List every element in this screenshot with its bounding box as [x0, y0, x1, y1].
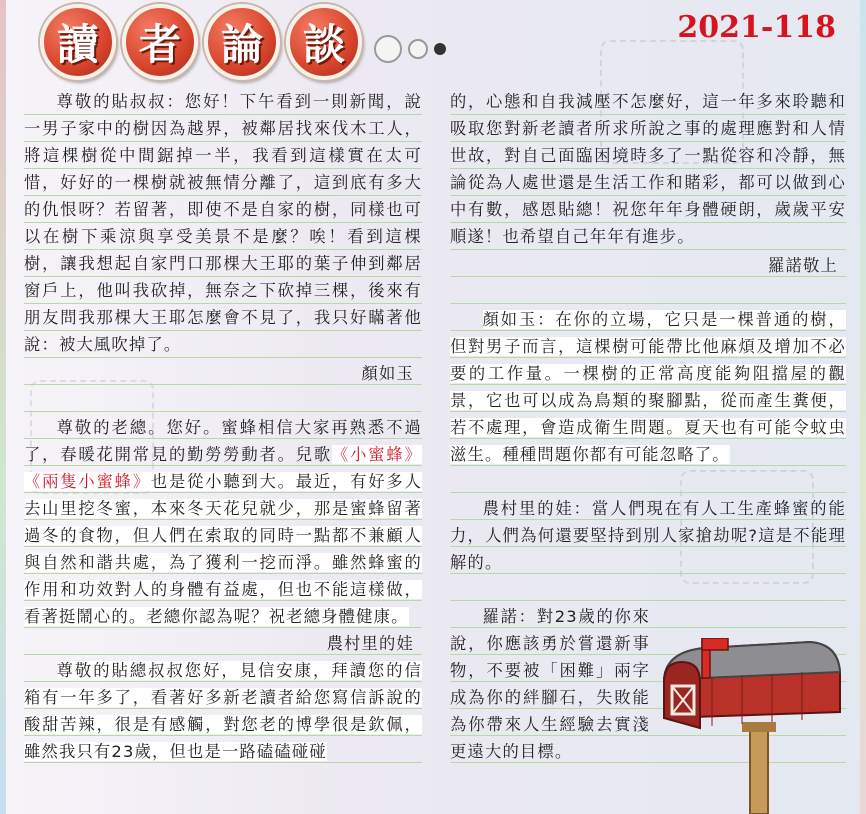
right-border-stripe [860, 0, 866, 814]
decorative-dots [374, 35, 446, 63]
mailbox-illustration [642, 638, 852, 814]
editor-reply [450, 306, 846, 468]
title-char: 讀 [40, 4, 116, 80]
letter-body [24, 657, 422, 765]
letter-signature: 農村里的娃 [326, 634, 414, 653]
title-char: 者 [122, 4, 198, 80]
circle-icon [374, 35, 402, 63]
circle-icon [434, 43, 446, 55]
letter-body: 的，心態和自我減壓不怎麼好，這一年多來聆聽和吸取您對新老讀者所求所說之事的處理應對和人情世故，對自己面臨困境時多了一點從容和冷靜，無論從為人處世還是生活工作和賭彩，都可以做到心中有數，感恩貼總！祝您年年身體硬朗，歲歲平安順遂！也希望自己年年有進步。 [450, 92, 846, 246]
letter-signature: 顏如玉 [361, 364, 414, 383]
letter-body [24, 414, 422, 653]
reply-text: 顏如玉：在你的立場，它只是一棵普通的樹，但對男子而言，這棵樹可能帶比他麻煩及增加不必要的工作量。一棵樹的正常高度能夠阻擋屋的觀景，它也可以成為鳥類的聚腳點，從而產生糞便，若不處理，會造成衛生問題。夏天也有可能令蚊虫滋生。種種問題你都有可能忽略了。 [450, 310, 846, 464]
letter-signature: 羅諾敬上 [768, 256, 838, 275]
issue-number: 2021-118 [677, 10, 836, 45]
song-title: 《小蜜蜂》 [332, 445, 422, 464]
title-char: 談 [286, 4, 362, 80]
left-border-stripe [0, 0, 6, 814]
column-title [40, 4, 446, 80]
circle-icon [408, 39, 428, 59]
letter-body: 尊敬的貼叔叔：您好！下午看到一則新聞，說一男子家中的樹因為越界，被鄰居找來伐木工人，將這棵樹從中間鋸掉一半，我看到這樣實在太可惜，好好的一棵樹就被無情分離了，這到底有多大的仇恨呀？若留著，即使不是自家的樹，同樣也可以在樹下乘涼與享受美景不是麼？唉！看到這棵樹，讓我想起自家門口那棵大王耶的葉子伸到鄰居窗戶上，他叫我砍掉，無奈之下砍掉三棵，後來有朋友問我那棵大王耶怎麼會不見了，我只好瞞著他說：被大風吹掉了。 [24, 92, 422, 354]
letter-text: 尊敬的老總。您好。蜜蜂相信大家再熟悉不過了，春暖花開常見的勤勞勞動者。兒歌 [24, 418, 422, 464]
title-char: 論 [204, 4, 280, 80]
letter-text: 也是從小聽到大。最近，有好多人去山里挖冬蜜，本來冬天花兒就少，那是蜜蜂留著過冬的食物，但人們在索取的同時一點都不兼顧人與自然和諧共處，為了獲利一挖而淨。雖然蜂蜜的作用和功效對人的身體有益處，但也不能這樣做，看著挺鬧心的。老總你認為呢？祝老總身體健康。 [24, 472, 422, 626]
left-column [24, 88, 422, 765]
song-title: 《兩隻小蜜蜂》 [24, 472, 151, 491]
letter-text: 尊敬的貼總叔叔您好，見信安康，拜讀您的信箱有一年多了，看著好多新老讀者給您寫信訴說的酸甜苦辣，很是有感觸，對您老的博學很是欽佩，雖然我只有23歲，但也是一路磕磕碰碰 [24, 661, 422, 761]
editor-reply: 農村里的娃：當人們現在有人工生產蜂蜜的能力，人們為何還要堅持到別人家搶劫呢?這是不能理解的。 [450, 499, 846, 572]
editor-reply: 羅諾：對23歲的你來說，你應該勇於嘗還新事物，不要被「困難」兩字成為你的絆腳石，失敗能為你帶來人生經驗去實淺更遠大的目標。 [450, 607, 650, 761]
